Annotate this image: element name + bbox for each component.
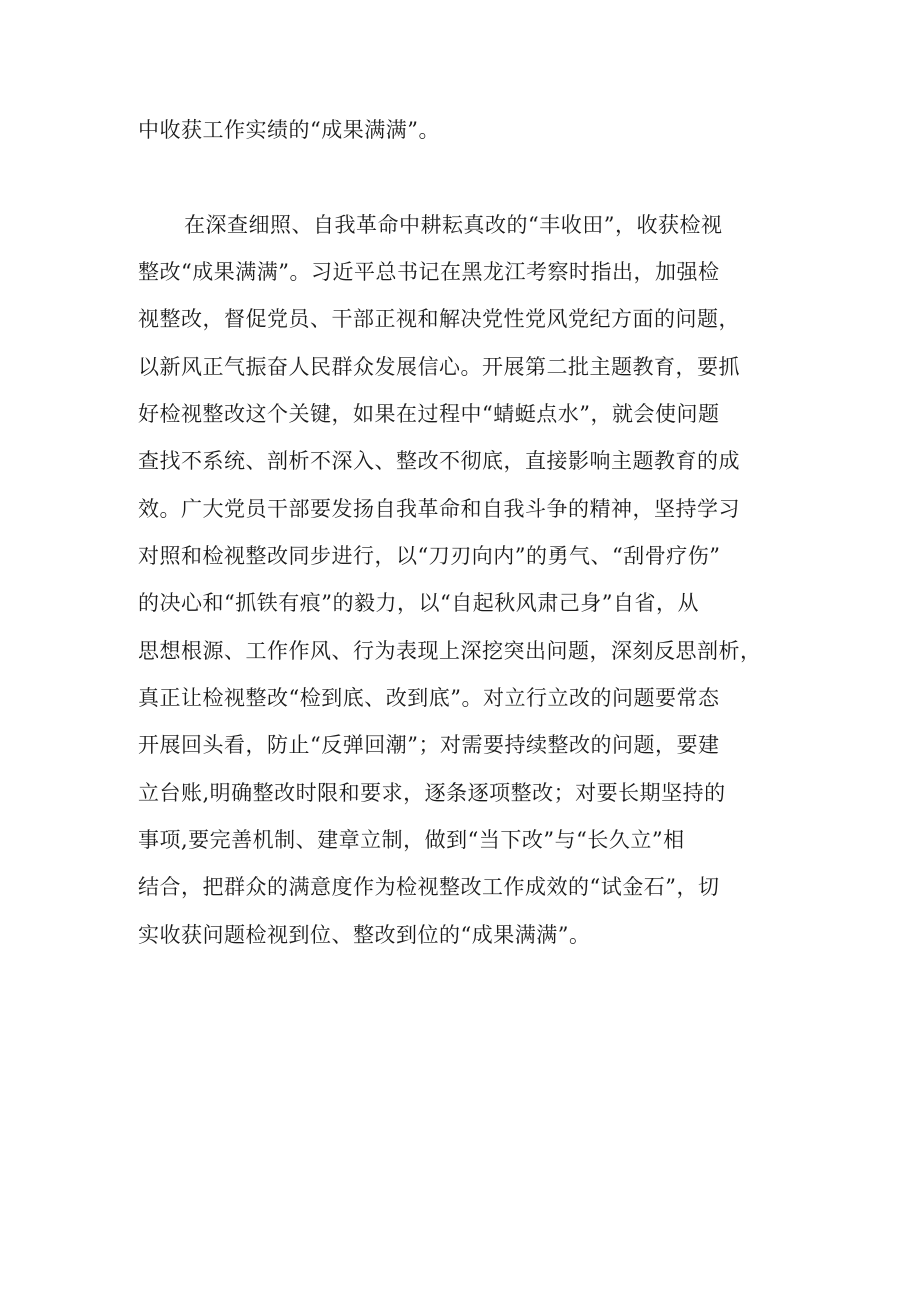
paragraph-2-line-9: 的决心和“抓铁有痕”的毅力，以“自起秋风肃己身”自省，从 [138,591,699,615]
paragraph-2-line-6: 查找不系统、剖析不深入、整改不彻底，直接影响主题教育的成 [138,449,740,473]
paragraph-2-line-15: 结合，把群众的满意度作为检视整改工作成效的“试金石”，切 [138,875,720,899]
paragraph-2-line-4: 以新风正气振奋人民群众发展信心。开展第二批主题教育，要抓 [138,355,740,379]
paragraph-2-line-14: 事项,要完善机制、建章立制，做到“当下改”与“长久立”相 [138,828,685,852]
paragraph-2-line-8: 对照和检视整改同步进行，以“刀刃向内”的勇气、“刮骨疗伤” [138,544,721,568]
paragraph-2-line-2: 整改“成果满满”。习近平总书记在黑龙江考察时指出，加强检 [138,260,720,284]
paragraph-2-line-7: 效。广大党员干部要发扬自我革命和自我斗争的精神，坚持学习 [138,497,740,521]
paragraph-2-line-11: 真正让检视整改“检到底、改到底”。对立行立改的问题要常态 [138,686,720,710]
paragraph-2-line-10: 思想根源、工作作风、行为表现上深挖突出问题，深刻反思剖析， [138,639,762,663]
paragraph-2-line-5: 好检视整改这个关键，如果在过程中“蜻蜓点水”，就会使问题 [138,402,720,426]
paragraph-2-line-1: 在深查细照、自我革命中耕耘真改的“丰收田”，收获检视 [184,213,723,237]
paragraph-2-line-16: 实收获问题检视到位、整改到位的“成果满满”。 [138,923,591,947]
paragraph-1-line-1: 中收获工作实绩的“成果满满”。 [138,118,440,142]
paragraph-2-line-3: 视整改，督促党员、干部正视和解决党性党风党纪方面的问题， [138,307,740,331]
paragraph-2-line-12: 开展回头看，防止“反弹回潮”；对需要持续整改的问题，要建 [138,733,720,757]
paragraph-2-line-13: 立台账,明确整改时限和要求，逐条逐项整改；对要长期坚持的 [138,781,726,805]
